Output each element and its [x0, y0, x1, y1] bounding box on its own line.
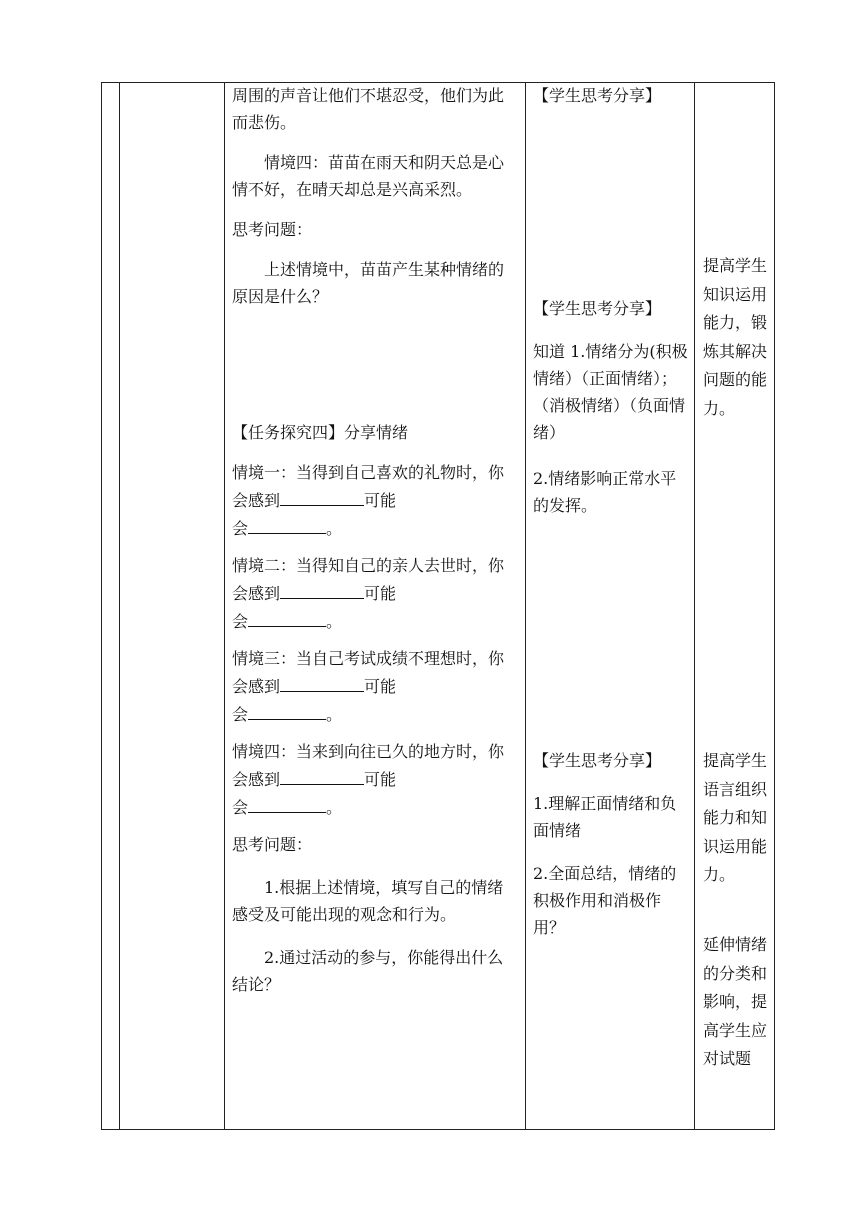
student-answer: 知道 1.情绪分为(积极情绪）（正面情绪）；（消极情绪）（负面情绪） — [533, 342, 688, 442]
scene-text: 情境三：当自己考试成绩不理想时，你会感到 — [232, 649, 505, 696]
activity-column — [232, 82, 518, 323]
table-border-left — [101, 82, 102, 1130]
scene-text: 可能 — [364, 491, 397, 510]
scene-item — [232, 459, 518, 542]
student-answer: 2.全面总结，情绪的积极作用和消极作用？ — [533, 864, 677, 937]
scene-item — [232, 645, 518, 728]
table-border-right — [774, 82, 775, 1130]
fill-blank[interactable] — [248, 700, 326, 720]
question-text: 1.根据上述情境，填写自己的情绪感受及可能出现的观念和行为。 — [232, 878, 504, 924]
student-share-heading: 【学生思考分享】 — [533, 299, 662, 318]
task-section — [232, 419, 518, 1011]
student-share-heading: 【学生思考分享】 — [533, 751, 662, 770]
scene-item — [232, 738, 518, 821]
design-intent: 提高学生语言组织能力和知识运用能力。 — [703, 751, 768, 884]
student-share-heading: 【学生思考分享】 — [533, 86, 662, 105]
question-text: 上述情境中，苗苗产生某种情绪的原因是什么？ — [232, 260, 505, 306]
table-divider — [224, 82, 225, 1130]
scene-text: 。 — [326, 612, 343, 631]
scene-text: 可能 — [364, 584, 397, 603]
student-answer: 2.情绪影响正常水平的发挥。 — [533, 469, 677, 515]
scene-text: 可能 — [364, 677, 397, 696]
scene-text: 情境四：当来到向往已久的地方时，你会感到 — [232, 742, 505, 789]
fill-blank[interactable] — [280, 486, 364, 506]
question-text: 2.通过活动的参与，你能得出什么结论？ — [232, 948, 504, 994]
scene-text: 。 — [326, 519, 343, 538]
scene-text: 会 — [232, 519, 249, 538]
scene-text: 情境二：当得知自己的亲人去世时，你会感到 — [232, 556, 505, 603]
scene-text: 。 — [326, 705, 343, 724]
scene-text: 可能 — [364, 770, 397, 789]
fill-blank[interactable] — [280, 765, 364, 785]
fill-blank[interactable] — [248, 793, 326, 813]
scene-text: 会 — [232, 705, 249, 724]
design-intent: 提高学生知识运用能力，锻炼其解决问题的能力。 — [703, 256, 768, 418]
fill-blank[interactable] — [248, 514, 326, 534]
scenario-paragraph: 情境四：苗苗在雨天和阴天总是心情不好，在晴天却总是兴高采烈。 — [232, 153, 505, 199]
table-divider — [119, 82, 120, 1130]
scene-text: 会 — [232, 612, 249, 631]
scene-text: 情境一：当得到自己喜欢的礼物时，你会感到 — [232, 463, 505, 510]
student-answer: 1.理解正面情绪和负面情绪 — [533, 794, 677, 840]
table-divider — [694, 82, 695, 1130]
fill-blank[interactable] — [280, 579, 364, 599]
scene-item — [232, 552, 518, 635]
paragraph: 周围的声音让他们不堪忍受，他们为此而悲伤。 — [232, 86, 505, 132]
scene-text: 会 — [232, 798, 249, 817]
question-heading: 思考问题： — [232, 835, 313, 854]
fill-blank[interactable] — [280, 672, 364, 692]
question-heading: 思考问题： — [232, 220, 313, 239]
scene-text: 。 — [326, 798, 343, 817]
table-divider — [525, 82, 526, 1130]
design-intent: 延伸情绪的分类和影响，提高学生应对试题 — [703, 935, 768, 1068]
task-title: 【任务探究四】分享情绪 — [232, 423, 409, 442]
fill-blank[interactable] — [248, 607, 326, 627]
table-border-bottom — [101, 1129, 775, 1130]
